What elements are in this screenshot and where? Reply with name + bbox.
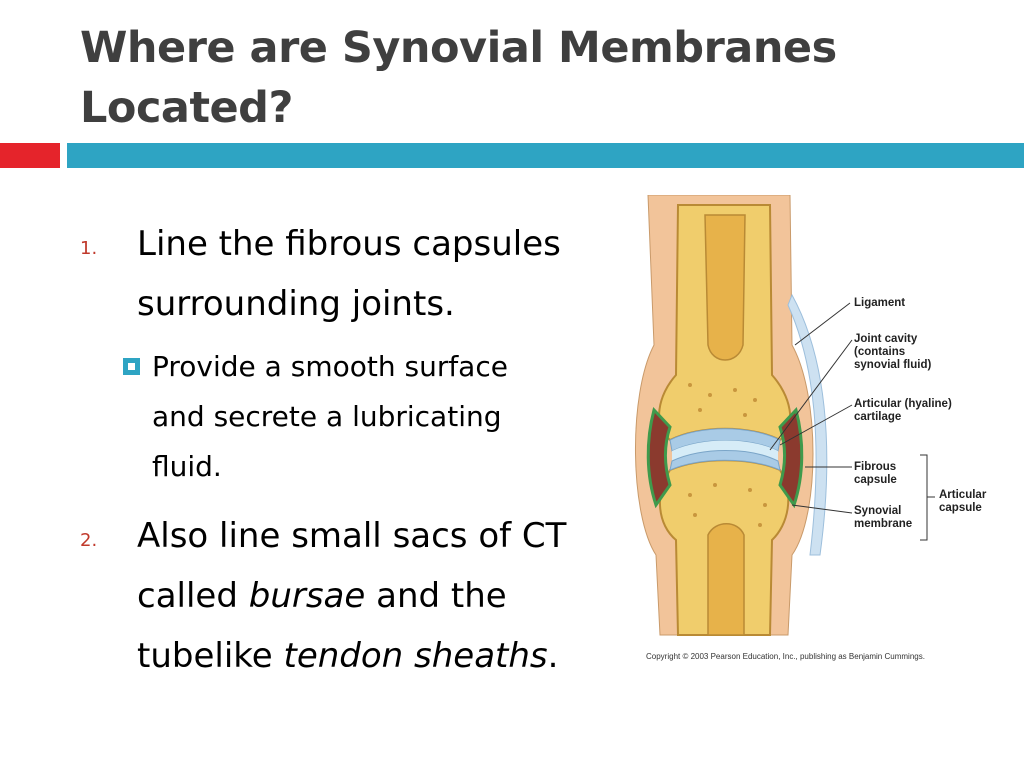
label-joint-cavity: (contains (854, 346, 906, 358)
synovial-joint-diagram (620, 195, 1000, 675)
label-fibrous-capsule: capsule (854, 474, 897, 486)
marrow-cavity-upper (705, 215, 745, 360)
sub-text-line: Provide a smooth surface (152, 350, 508, 383)
sub-text-line: fluid. (152, 450, 222, 483)
list-text-line: tubelike tendon sheaths. (137, 636, 559, 676)
title-accent-bar-red (0, 143, 60, 168)
label-joint-cavity: synovial fluid) (854, 359, 932, 371)
label-fibrous-capsule: Fibrous (854, 461, 897, 473)
list-number: 2. (80, 530, 98, 551)
list-number: 1. (80, 238, 98, 259)
label-articular-cartilage: Articular (hyaline) (854, 398, 952, 410)
list-text-line: surrounding joints. (137, 284, 455, 324)
list-text-line: Also line small sacs of CT (137, 516, 567, 556)
label-synovial-membrane: Synovial (854, 505, 902, 517)
title-accent-bar-teal (67, 143, 1024, 168)
figure-copyright: Copyright © 2003 Pearson Education, Inc., publishing as Benjamin Cummings. (646, 652, 925, 661)
label-ligament: Ligament (854, 297, 906, 309)
label-articular-cartilage: cartilage (854, 411, 902, 423)
synovial-membrane-left (648, 410, 670, 505)
square-bullet-icon (123, 358, 140, 375)
sub-text-line: and secrete a lubricating (152, 400, 502, 433)
slide-title: Where are Synovial Membranes Located? (80, 23, 837, 133)
list-text-line: Line the fibrous capsules (137, 224, 561, 264)
label-articular-capsule: Articular (939, 489, 987, 501)
synovial-membrane-right (780, 410, 802, 505)
label-synovial-membrane: membrane (854, 518, 913, 530)
label-joint-cavity: Joint cavity (854, 333, 918, 345)
list-text-line: called bursae and the (137, 576, 507, 616)
label-articular-capsule: capsule (939, 502, 982, 514)
marrow-cavity-lower (708, 524, 744, 635)
